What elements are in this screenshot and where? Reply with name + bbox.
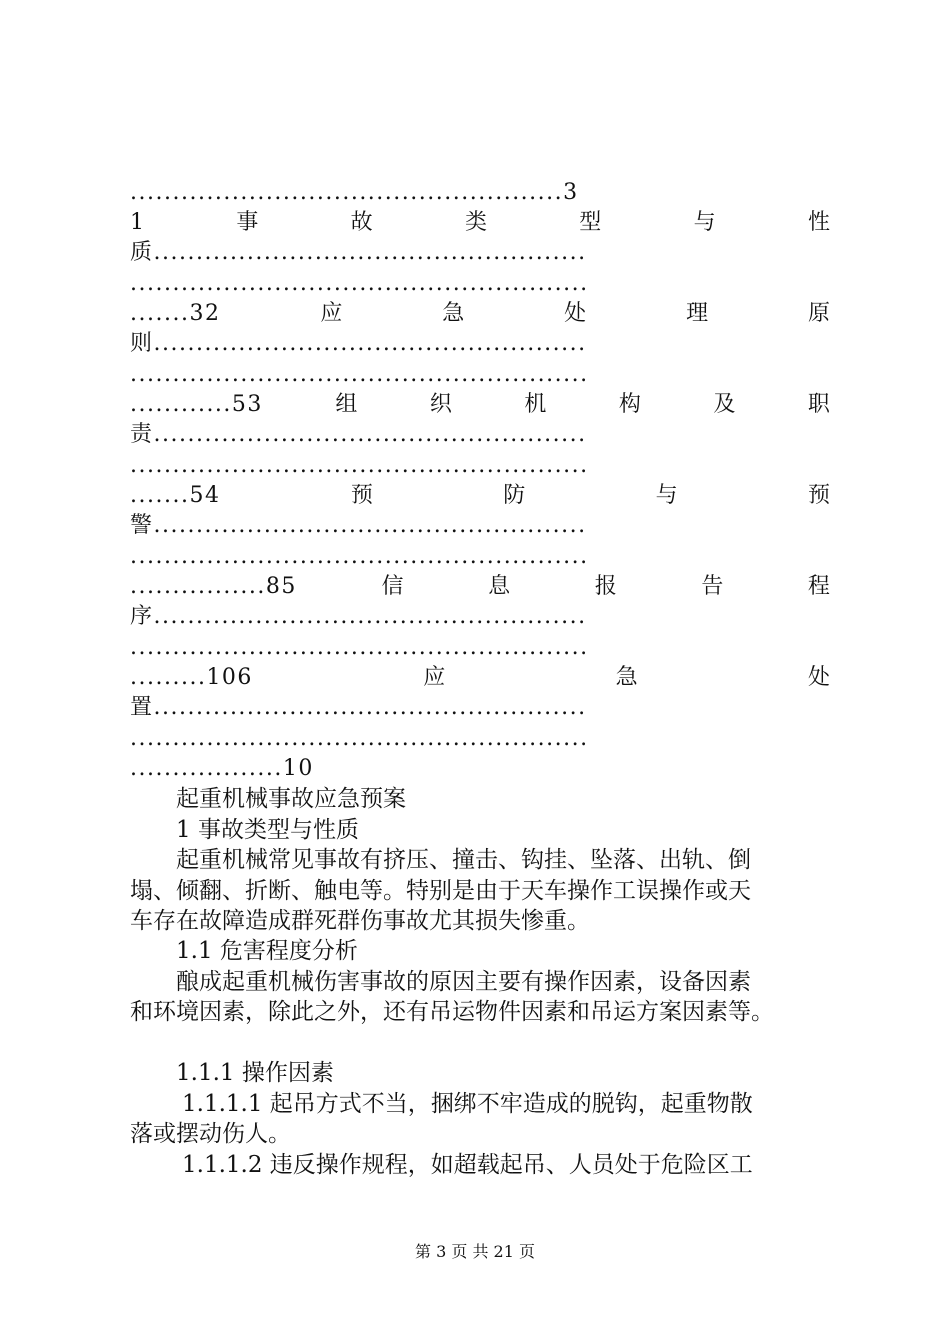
doc-title: 起重机械事故应急预案: [176, 786, 406, 812]
toc-char: 职: [807, 392, 830, 417]
toc-line: 则...................................................: [130, 331, 587, 356]
toc-page-ref: ................85: [130, 574, 297, 599]
toc-line: ......................................................: [130, 726, 589, 751]
toc-char: 程: [807, 574, 830, 599]
toc-entry-row: [130, 572, 830, 602]
toc-char: 报: [594, 574, 617, 599]
toc-char: 性: [807, 210, 830, 235]
paragraph-line: 和环境因素，除此之外，还有吊运物件因素和吊运方案因素等。: [130, 999, 774, 1025]
section-heading: 1.1 危害程度分析: [176, 938, 358, 964]
toc-line: 置...................................................: [130, 695, 587, 720]
paragraph-line: 1.1.1.1 起吊方式不当，捆绑不牢造成的脱钩，起重物散: [182, 1091, 753, 1117]
toc-char: 构: [618, 392, 641, 417]
toc-line: ...................................................3: [130, 180, 579, 205]
toc-line: ......................................................: [130, 544, 589, 569]
toc-entry-row: [130, 481, 830, 511]
section-heading: 1.1.1 操作因素: [176, 1060, 334, 1086]
toc-char: 与: [693, 210, 716, 235]
toc-char: 型: [579, 210, 602, 235]
toc-char: 类: [464, 210, 487, 235]
paragraph-line: 落或摆动伤人。: [130, 1121, 291, 1147]
toc-char: 防: [503, 483, 526, 508]
toc-char: 告: [701, 574, 724, 599]
toc-char: 应: [423, 665, 446, 690]
toc-char: 组: [335, 392, 358, 417]
paragraph-line: 塌、倾翻、折断、触电等。特别是由于天车操作工误操作或天: [130, 878, 751, 904]
toc-line: 序...................................................: [130, 604, 587, 629]
toc-page-ref: .........106: [130, 665, 253, 690]
toc-line: ......................................................: [130, 453, 589, 478]
toc-char: 急: [442, 301, 465, 326]
paragraph-line: 车存在故障造成群死群伤事故尤其损失惨重。: [130, 908, 590, 934]
toc-char: 1: [130, 210, 144, 235]
toc-entry-row: [130, 663, 830, 693]
toc-char: 理: [686, 301, 709, 326]
toc-line: ..................10: [130, 756, 314, 781]
toc-char: 预: [350, 483, 373, 508]
toc-char: 原: [807, 301, 830, 326]
toc-char: 机: [524, 392, 547, 417]
toc-line: ......................................................: [130, 635, 589, 660]
toc-line: ......................................................: [130, 271, 589, 296]
paragraph-line: 1.1.1.2 违反操作规程，如超载起吊、人员处于危险区工: [182, 1152, 753, 1178]
paragraph-line: 酿成起重机械伤害事故的原因主要有操作因素，设备因素: [176, 969, 751, 995]
toc-line: 质...................................................: [130, 240, 587, 265]
toc-char: 急: [615, 665, 638, 690]
toc-line: ......................................................: [130, 362, 589, 387]
page-footer: 第 3 页 共 21 页: [415, 1242, 535, 1261]
toc-line: 责...................................................: [130, 422, 587, 447]
toc-page-ref: .......32: [130, 301, 221, 326]
section-heading: 1 事故类型与性质: [176, 817, 359, 843]
toc-char: 息: [488, 574, 511, 599]
toc-char: 织: [429, 392, 452, 417]
toc-char: 预: [807, 483, 830, 508]
toc-page-ref: .......54: [130, 483, 221, 508]
toc-entry-row: [130, 390, 830, 420]
toc-entry-row: [130, 208, 830, 238]
paragraph-line: 起重机械常见事故有挤压、撞击、钩挂、坠落、出轨、倒: [176, 847, 751, 873]
toc-char: 处: [564, 301, 587, 326]
toc-char: 应: [320, 301, 343, 326]
toc-char: 及: [713, 392, 736, 417]
toc-char: 事: [236, 210, 259, 235]
toc-char: 与: [655, 483, 678, 508]
toc-char: 信: [381, 574, 404, 599]
toc-char: 故: [350, 210, 373, 235]
toc-page-ref: ............53: [130, 392, 263, 417]
toc-line: 警...................................................: [130, 513, 587, 538]
toc-char: 处: [807, 665, 830, 690]
toc-entry-row: [130, 299, 830, 329]
